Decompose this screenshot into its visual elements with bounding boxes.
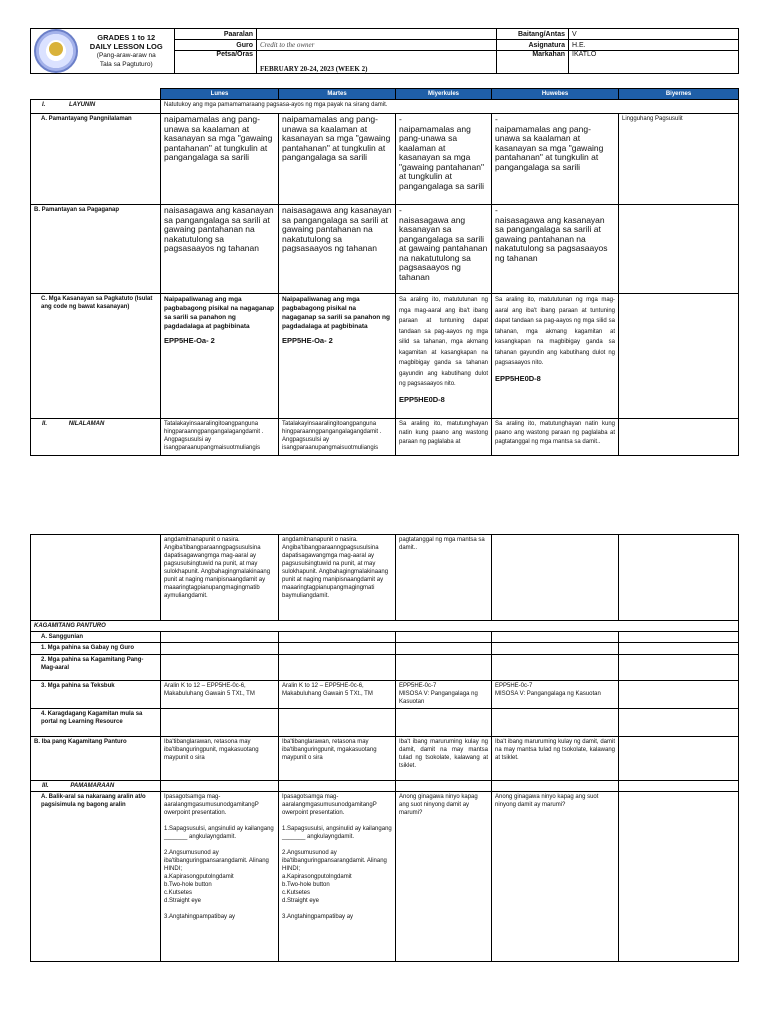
competency-text: Sa araling ito, matututunan ng mga mag-aaral ang iba't ibang paraan at tuntuning dapat tandaan sa pag-aayos ng mga silid sa tahanan, mga akmang kagamitan at kasangkapan na magbibigay ganda sa tahanan gayundin ang kabutihang dulot ng pagsasaayos nito. xyxy=(495,297,615,366)
lesson-table-page1 xyxy=(30,88,739,456)
title-subline: Tala sa Pagtuturo) xyxy=(99,61,153,68)
day-martes: Martes xyxy=(279,89,396,100)
section-num: III. xyxy=(42,783,49,789)
field-value-asignatura: H.E. xyxy=(569,40,739,51)
competency-text: Naipapaliwanag ang mga pagbabagong pisikal na nagaganap sa sarili sa panahon ng pagdadalaga at pagbibinata xyxy=(164,296,275,330)
pagkatuto-label: C. Mga Kasanayan sa Pagkatuto (Isulat ang code ng bawat kasanayan) xyxy=(31,294,161,419)
field-value-petsa: FEBRUARY 20-24, 2023 (WEEK 2) xyxy=(257,51,497,74)
pagkatuto-tue xyxy=(279,294,396,419)
paganap-label: B. Pamantayan sa Pagaganap xyxy=(31,205,161,294)
cont-fri xyxy=(619,535,739,621)
teksbuk-label: 3. Mga pahina sa Teksbuk xyxy=(31,681,161,709)
day-lunes: Lunes xyxy=(161,89,279,100)
nilalaman-fri xyxy=(619,419,739,456)
cont-label xyxy=(31,535,161,621)
field-value-markahan: IKATLO xyxy=(569,51,739,74)
pangnilalaman-mon: naipamamalas ang pang-unawa sa kaalaman at kasanayan sa mga "gawaing pantahanan" at tungkulin at pangangalaga sa sarili xyxy=(161,114,279,205)
field-value-guro: Credit to the owner xyxy=(257,40,497,51)
competency-code: EPP5HE-Oa- 2 xyxy=(164,336,215,345)
row-gabay xyxy=(31,643,739,655)
field-label: Petsa/Oras xyxy=(175,51,257,74)
balik-aral-wed: Anong ginagawa ninyo kapag ang suot ninyong damit ay marumi? xyxy=(396,792,492,962)
title-line: GRADES 1 to 12 xyxy=(97,33,156,42)
kagamitang-pang-label: 2. Mga pahina sa Kagamitang Pang-Mag-aaral xyxy=(31,655,161,681)
row-teksbuk xyxy=(31,681,739,709)
pangnilalaman-thu: - naipamamalas ang pang-unawa sa kaalaman at kasanayan sa mga "gawaing pantahanan" at tungkulin at pangangalaga sa sarili xyxy=(492,114,619,205)
row-nilalaman xyxy=(31,419,739,456)
cont-thu xyxy=(492,535,619,621)
sanggunian-label: A. Sanggunian xyxy=(31,632,161,643)
gabay-label: 1. Mga pahina sa Gabay ng Guro xyxy=(31,643,161,655)
deped-seal xyxy=(31,29,79,74)
day-header-row xyxy=(31,89,739,100)
page-2 xyxy=(0,470,768,1024)
balik-aral-thu: Anong ginagawa ninyo kapag ang suot ninyong damit ay marumi? xyxy=(492,792,619,962)
karagdagang-label: 4. Karagdagang Kagamitan mula sa portal ng Learning Resource xyxy=(31,709,161,737)
lesson-table-page2 xyxy=(30,534,739,962)
row-pagkatuto xyxy=(31,294,739,419)
pangnilalaman-wed: - naipamamalas ang pang-unawa sa kaalaman at kasanayan sa mga "gawaing pantahanan" at tungkulin at pangangalaga sa sarili xyxy=(396,114,492,205)
paganap-thu: - naisasagawa ang kasanayan sa pangangalaga sa sarili at gawaing pantahanan na nakatutulong sa pagsasaayos ng tahanan xyxy=(492,205,619,294)
row-pangnilalaman xyxy=(31,114,739,205)
paganap-tue: naisasagawa ang kasanayan sa pangangalaga sa sarili at gawaing pantahanan na nakatutulong sa pagsasaayos ng tahanan xyxy=(279,205,396,294)
teksbuk-mon: Aralin K to 12 – EPP5HE-0c-6, Makabuluhang Gawain 5 TXt., TM xyxy=(161,681,279,709)
paganap-wed: - naisasagawa ang kasanayan sa pangangalaga sa sarili at gawaing pantahanan na nakatutulong sa pagsasaayos ng tahanan xyxy=(396,205,492,294)
layunin-label xyxy=(31,100,161,114)
cont-tue: angdamitnanapunit o nasira. Angiba'tibangparaanngpagsusulsina dapatisagawangmga mag-aaral ay pagsusulsingtuwid na punit, at may sulokhapunit. Angbahagingmalakinaang punit at naging manipisnaangdamit ay maaaringtagpianupangmagingmati baymuliangdamit. xyxy=(279,535,396,621)
row-sanggunian xyxy=(31,632,739,643)
section-num: II. xyxy=(42,421,48,427)
pagkatuto-wed xyxy=(396,294,492,419)
competency-text: Naipapaliwanag ang mga pagbabagong pisikal na nagaganap sa sarili sa panahon ng pagdadalaga at pagbibinata xyxy=(282,296,391,330)
row-iba-pang xyxy=(31,737,739,781)
row-kagamitan xyxy=(31,621,739,632)
pagkatuto-thu xyxy=(492,294,619,419)
nilalaman-mon: Tatalakayinsaaralingitoangpanguna hingparaanngpangangalagangdamit . Angpagsusulsi ay isangparaanupangmaisuotmuliangis xyxy=(161,419,279,456)
row-pamamaraan xyxy=(31,781,739,792)
row-layunin xyxy=(31,100,739,114)
field-label: Baitang/Antas xyxy=(497,29,569,40)
section-title: NILALAMAN xyxy=(68,421,105,427)
iba-pang-thu: Iba't ibang maruruming kulay ng damit, damit na may mantsa tulad ng tsokolate, kalawang at tsiklet. xyxy=(492,737,619,781)
day-miyerkules: Miyerkules xyxy=(396,89,492,100)
section-title: LAYUNIN xyxy=(69,102,96,108)
layunin-text: Natutukoy ang mga pamamamaraang pagsasa-ayos ng mga payak na sirang damit. xyxy=(161,100,739,114)
pagkatuto-mon xyxy=(161,294,279,419)
balik-aral-label: A. Balik-aral sa nakaraang aralin at/o pagsisimula ng bagong aralin xyxy=(31,792,161,962)
iba-pang-mon: Iba'tibanglarawan, retasona may iba'tibanguringpunit, mgakasuotang maypunit o sira xyxy=(161,737,279,781)
nilalaman-thu: Sa araling ito, matutunghayan natin kung paano ang wastong paraan ng paglalaba at pagtatanggal ng mga mantsa sa damit.. xyxy=(492,419,619,456)
nilalaman-wed: Sa araling ito, matutunghayan natin kung paano ang wastong paraan ng paglalaba at xyxy=(396,419,492,456)
teksbuk-tue: Aralin K to 12 – EPP5HE-0c-6, Makabuluhang Gawain 5 TXt., TM xyxy=(279,681,396,709)
seal-icon xyxy=(34,29,78,73)
section-title: PAMAMARAAN xyxy=(70,783,115,789)
competency-code: EPP5HE0D-8 xyxy=(399,394,445,404)
cont-mon: angdamitnanapunit o nasira. Angiba'tibangparaanngpagsusulsina dapatisagawangmga mag-aaral ay pagsusulsingtuwid na punit, at may sulokhapunit. Angbahagingmalakinaang punit at naging manipisnaangdamit ay maaaringtagpianupangmagingmatib aymuliangdamit. xyxy=(161,535,279,621)
section-num: I. xyxy=(42,102,46,108)
field-value-paaralan xyxy=(257,29,497,40)
pangnilalaman-tue: naipamamalas ang pang-unawa sa kaalaman at kasanayan sa mga "gawaing pantahanan" at tungkulin at pangangalaga sa sarili xyxy=(279,114,396,205)
field-label: Asignatura xyxy=(497,40,569,51)
field-value-baitang: V xyxy=(569,29,739,40)
field-label: Markahan xyxy=(497,51,569,74)
day-huwebes: Huwebes xyxy=(492,89,619,100)
pagkatuto-fri xyxy=(619,294,739,419)
teksbuk-wed: EPP5HE-0c-7 MISOSA V: Pangangalaga ng Kasuotan xyxy=(396,681,492,709)
iba-pang-wed: Iba't ibang maruruming kulay ng damit, damit na may mantsa tulad ng tsokolate, kalawang at tsiklet. xyxy=(396,737,492,781)
row-balik-aral xyxy=(31,792,739,962)
pangnilalaman-label: A. Pamantayang Pangnilalaman xyxy=(31,114,161,205)
nilalaman-tue: Tatalakayinsaaralingitoangpanguna hingparaanngpangangalagangdamit . Angpagsusulsi ay isangparaanupangmaisuotmuliangis xyxy=(279,419,396,456)
page-1 xyxy=(0,0,768,470)
competency-code: EPP5HE0D-8 xyxy=(495,373,541,383)
title-subline: (Pang-araw-araw na xyxy=(96,52,156,59)
iba-pang-label: B. Iba pang Kagamitang Panturo xyxy=(31,737,161,781)
dll-title xyxy=(79,29,175,74)
field-label: Paaralan xyxy=(175,29,257,40)
nilalaman-label xyxy=(31,419,161,456)
title-line: DAILY LESSON LOG xyxy=(89,42,163,51)
row-paganap xyxy=(31,205,739,294)
kagamitan-label: KAGAMITANG PANTURO xyxy=(31,621,739,632)
pangnilalaman-fri: Lingguhang Pagsusulit xyxy=(619,114,739,205)
balik-aral-mon: Ipasagotsamga mag-aaralangmgasumusunodgamitangP owerpoint presentation. 1.Sapagsusulsi, angsinulid ay kailangang _______ angkulayngdamit. 2.Angsumusunod ay iba'tibanguringpansarangdamit. Alinang HINDI; a.Kapirasongputolngdamit b.Two-hole button c.Kutsetes d.Straight eye 3.Angtahingpampatibay ay xyxy=(161,792,279,962)
cont-wed: pagtatanggal ng mga mantsa sa damit.. xyxy=(396,535,492,621)
balik-aral-tue: Ipasagotsamga mag-aaralangmgasumusunodgamitangP owerpoint presentation. 1.Sapagsusulsi, angsinulid ay kailangang _______ angkulayngdamit. 2.Angsumusunod ay iba'tibanguringpansarangdamit. Alinang HINDI; a.Kapirasongputolngdamit b.Two-hole button c.Kutsetes d.Straight eye 3.Angtahingpampatibay ay xyxy=(279,792,396,962)
competency-code: EPP5HE-Oa- 2 xyxy=(282,336,333,345)
header-table xyxy=(30,28,739,74)
iba-pang-tue: Iba'tibanglarawan, retasona may iba'tibanguringpunit, mgakasuotang maypunit o sira xyxy=(279,737,396,781)
row-karagdagang xyxy=(31,709,739,737)
field-label: Guro xyxy=(175,40,257,51)
row-kagamitang-pang xyxy=(31,655,739,681)
paganap-mon: naisasagawa ang kasanayan sa pangangalaga sa sarili at gawaing pantahanan na nakatutulong sa pagsasaayos ng tahanan xyxy=(161,205,279,294)
pamamaraan-label xyxy=(31,781,161,792)
competency-text: Sa araling ito, matututunan ng mga mag-aaral ang iba't ibang paraan at tuntuning dapat tandaan sa pag-aayos ng mga silid sa tahanan, mga akmang kagamitan at kasangkapan na magbibigay ganda sa tahanan gayundin ang kabutihang dulot ng pagsasaayos nito. xyxy=(399,297,488,387)
paganap-fri xyxy=(619,205,739,294)
day-biyernes: Biyernes xyxy=(619,89,739,100)
teksbuk-thu: EPP5HE-0c-7 MISOSA V: Pangangalaga ng Kasuotan xyxy=(492,681,619,709)
row-nilalaman-cont xyxy=(31,535,739,621)
